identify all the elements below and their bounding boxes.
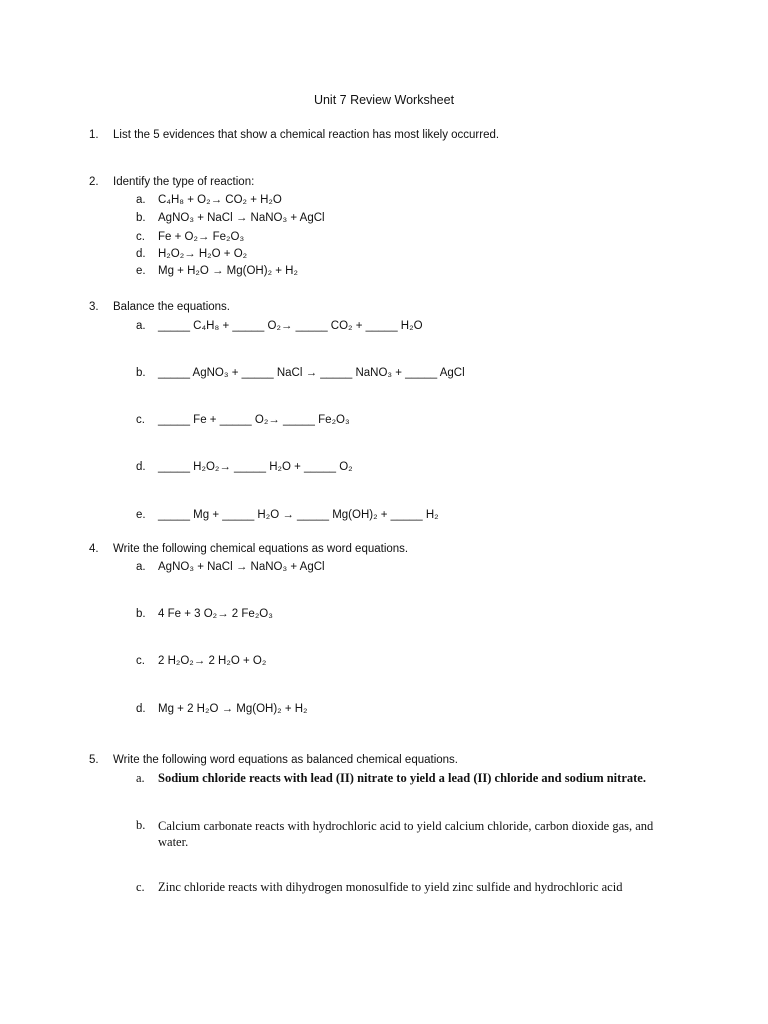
item-label: e.	[136, 509, 146, 521]
item-label: e.	[136, 265, 146, 277]
item-text: AgNO₃ + NaCl → NaNO₃ + AgCl	[158, 212, 325, 224]
item-text: Mg + 2 H₂O → Mg(OH)₂ + H₂	[158, 703, 308, 715]
item-text: Fe + O₂→ Fe₂O₃	[158, 231, 245, 243]
question-prompt: List the 5 evidences that show a chemical reaction has most likely occurred.	[113, 129, 500, 141]
item-text: Sodium chloride reacts with lead (II) nitrate to yield a lead (II) chloride and sodium nitrate.	[158, 771, 646, 785]
item-label: a.	[136, 194, 146, 206]
item-text: _____ AgNO₃ + _____ NaCl → _____ NaNO₃ + _____ AgCl	[158, 367, 465, 379]
question-prompt: Write the following chemical equations as word equations.	[113, 543, 409, 555]
item-text: _____ C₄H₈ + _____ O₂→ _____ CO₂ + _____ H₂O	[158, 320, 423, 332]
item-text: C₄H₈ + O₂→ CO₂ + H₂O	[158, 194, 282, 206]
question-number: 1.	[89, 129, 99, 141]
question-prompt: Balance the equations.	[113, 301, 231, 313]
item-label: a.	[136, 561, 146, 573]
item-label: c.	[136, 655, 145, 667]
item-label: c.	[136, 880, 145, 894]
item-text: Calcium carbonate reacts with hydrochloric acid to yield calcium chloride, carbon dioxide gas, and water.	[158, 819, 654, 849]
question-prompt: Write the following word equations as balanced chemical equations.	[113, 754, 458, 766]
item-label: d.	[136, 461, 146, 473]
item-text: _____ Mg + _____ H₂O → _____ Mg(OH)₂ + _____ H₂	[158, 509, 439, 521]
item-label: a.	[136, 771, 145, 785]
item-text: _____ H₂O₂→ _____ H₂O + _____ O₂	[158, 461, 353, 473]
item-text: AgNO₃ + NaCl → NaNO₃ + AgCl	[158, 561, 325, 573]
item-text: H₂O₂→ H₂O + O₂	[158, 248, 248, 260]
item-text: 2 H₂O₂→ 2 H₂O + O₂	[158, 655, 267, 667]
item-label: c.	[136, 414, 145, 426]
question-number: 4.	[89, 543, 99, 555]
page-title: Unit 7 Review Worksheet	[313, 93, 455, 107]
question-prompt: Identify the type of reaction:	[113, 176, 255, 188]
item-text: _____ Fe + _____ O₂→ _____ Fe₂O₃	[158, 414, 350, 426]
item-label: c.	[136, 231, 145, 243]
item-text: Zinc chloride reacts with dihydrogen monosulfide to yield zinc sulfide and hydrochloric acid	[158, 880, 623, 894]
item-label: d.	[136, 248, 146, 260]
question-number: 5.	[89, 754, 99, 766]
question-number: 2.	[89, 176, 99, 188]
item-label: b.	[136, 818, 146, 832]
item-label: a.	[136, 320, 146, 332]
question-number: 3.	[89, 301, 99, 313]
item-label: d.	[136, 703, 146, 715]
item-text: Mg + H₂O → Mg(OH)₂ + H₂	[158, 265, 298, 277]
item-label: b.	[136, 367, 146, 379]
item-label: b.	[136, 212, 146, 224]
item-label: b.	[136, 608, 146, 620]
item-text: 4 Fe + 3 O₂→ 2 Fe₂O₃	[158, 608, 273, 620]
